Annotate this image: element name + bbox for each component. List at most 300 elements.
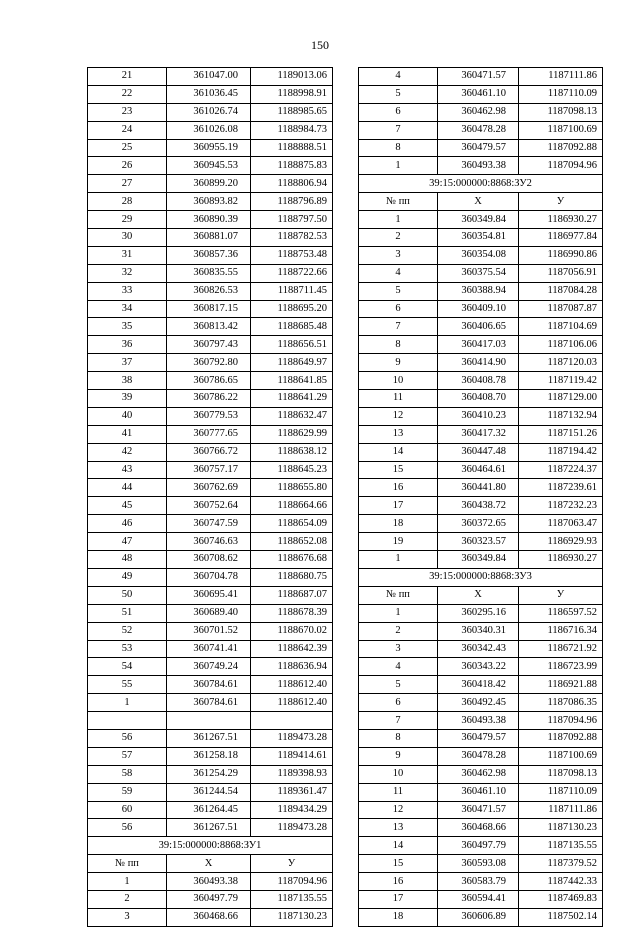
y-coordinate: 1188680.75 bbox=[251, 568, 333, 586]
point-number: 13 bbox=[359, 425, 438, 443]
y-coordinate: 1189013.06 bbox=[251, 68, 333, 86]
x-coordinate: 360695.41 bbox=[167, 586, 251, 604]
point-number: 38 bbox=[88, 372, 167, 390]
table-row bbox=[359, 246, 603, 264]
y-coordinate: 1186930.27 bbox=[519, 551, 603, 569]
table-row bbox=[359, 354, 603, 372]
y-coordinate: 1188656.51 bbox=[251, 336, 333, 354]
y-coordinate: 1188782.53 bbox=[251, 229, 333, 247]
x-coordinate: 360704.78 bbox=[167, 568, 251, 586]
table-row bbox=[359, 372, 603, 390]
x-coordinate: 360461.10 bbox=[438, 783, 519, 801]
y-coordinate: 1186977.84 bbox=[519, 229, 603, 247]
y-coordinate: 1188685.48 bbox=[251, 318, 333, 336]
y-coordinate: 1187092.88 bbox=[519, 139, 603, 157]
table-row bbox=[359, 443, 603, 461]
y-coordinate: 1188678.39 bbox=[251, 604, 333, 622]
point-number: 36 bbox=[88, 336, 167, 354]
table-row bbox=[88, 461, 333, 479]
point-number: 10 bbox=[359, 765, 438, 783]
point-number: 30 bbox=[88, 229, 167, 247]
point-number: 4 bbox=[359, 658, 438, 676]
y-coordinate: 1186921.88 bbox=[519, 676, 603, 694]
y-coordinate: 1187135.55 bbox=[519, 837, 603, 855]
table-row bbox=[88, 68, 333, 86]
point-number: 19 bbox=[359, 533, 438, 551]
x-coordinate: 360593.08 bbox=[438, 855, 519, 873]
point-number: 39 bbox=[88, 390, 167, 408]
table-row bbox=[359, 747, 603, 765]
coordinates-table-right bbox=[358, 67, 603, 927]
y-coordinate: 1187469.83 bbox=[519, 890, 603, 908]
section-title-row bbox=[359, 568, 603, 586]
x-coordinate: 361264.45 bbox=[167, 801, 251, 819]
x-coordinate: 360752.64 bbox=[167, 497, 251, 515]
x-coordinate: 360343.22 bbox=[438, 658, 519, 676]
x-coordinate: 360497.79 bbox=[438, 837, 519, 855]
table-row bbox=[88, 85, 333, 103]
table-row bbox=[359, 533, 603, 551]
table-row bbox=[359, 783, 603, 801]
x-coordinate: 360323.57 bbox=[438, 533, 519, 551]
y-coordinate: 1186930.27 bbox=[519, 211, 603, 229]
x-coordinate: 360708.62 bbox=[167, 551, 251, 569]
point-number: 28 bbox=[88, 193, 167, 211]
point-number: 32 bbox=[88, 264, 167, 282]
x-coordinate: 361244.54 bbox=[167, 783, 251, 801]
y-coordinate: 1188722.66 bbox=[251, 264, 333, 282]
x-coordinate: 360479.57 bbox=[438, 729, 519, 747]
table-row bbox=[359, 157, 603, 175]
y-coordinate: 1188664.66 bbox=[251, 497, 333, 515]
table-row bbox=[88, 103, 333, 121]
x-coordinate: 360354.81 bbox=[438, 229, 519, 247]
x-coordinate: 360890.39 bbox=[167, 211, 251, 229]
point-number: 1 bbox=[359, 157, 438, 175]
table-row bbox=[359, 765, 603, 783]
point-number: 34 bbox=[88, 300, 167, 318]
point-number: 56 bbox=[88, 819, 167, 837]
table-row bbox=[88, 282, 333, 300]
point-number: 1 bbox=[359, 551, 438, 569]
point-number: 33 bbox=[88, 282, 167, 300]
x-coordinate: 360784.61 bbox=[167, 694, 251, 712]
point-number: 6 bbox=[359, 694, 438, 712]
x-coordinate: 361036.45 bbox=[167, 85, 251, 103]
x-coordinate: 360408.78 bbox=[438, 372, 519, 390]
point-number: 49 bbox=[88, 568, 167, 586]
y-coordinate: 1188796.89 bbox=[251, 193, 333, 211]
y-coordinate: 1186990.86 bbox=[519, 246, 603, 264]
point-number: 43 bbox=[88, 461, 167, 479]
point-number: 56 bbox=[88, 729, 167, 747]
x-coordinate: 360881.07 bbox=[167, 229, 251, 247]
point-number: 18 bbox=[359, 908, 438, 926]
x-coordinate: 360689.40 bbox=[167, 604, 251, 622]
point-number: 8 bbox=[359, 729, 438, 747]
point-number: 14 bbox=[359, 837, 438, 855]
table-row bbox=[88, 318, 333, 336]
table-row bbox=[88, 354, 333, 372]
table-row bbox=[359, 282, 603, 300]
point-number: 6 bbox=[359, 103, 438, 121]
point-number: 16 bbox=[359, 873, 438, 891]
point-number: 4 bbox=[359, 264, 438, 282]
x-coordinate: 360438.72 bbox=[438, 497, 519, 515]
table-row bbox=[359, 855, 603, 873]
point-number: 3 bbox=[88, 908, 167, 926]
point-number: 16 bbox=[359, 479, 438, 497]
point-number: 14 bbox=[359, 443, 438, 461]
x-coordinate: 360417.03 bbox=[438, 336, 519, 354]
y-coordinate: 1187502.14 bbox=[519, 908, 603, 926]
point-number: 9 bbox=[359, 747, 438, 765]
y-coordinate: 1187111.86 bbox=[519, 68, 603, 86]
x-coordinate: 360468.66 bbox=[438, 819, 519, 837]
section-title-row bbox=[88, 837, 333, 855]
point-number: 15 bbox=[359, 855, 438, 873]
table-row bbox=[88, 908, 333, 926]
x-coordinate: 361258.18 bbox=[167, 747, 251, 765]
x-coordinate: 360354.08 bbox=[438, 246, 519, 264]
table-row bbox=[88, 497, 333, 515]
y-coordinate: 1188888.51 bbox=[251, 139, 333, 157]
point-number: 15 bbox=[359, 461, 438, 479]
y-coordinate: 1187130.23 bbox=[519, 819, 603, 837]
table-row bbox=[359, 68, 603, 86]
point-number: 50 bbox=[88, 586, 167, 604]
table-row bbox=[88, 139, 333, 157]
table-row bbox=[359, 712, 603, 730]
point-number: 18 bbox=[359, 515, 438, 533]
table-header-row bbox=[359, 586, 603, 604]
x-coordinate: 360826.53 bbox=[167, 282, 251, 300]
point-number: 27 bbox=[88, 175, 167, 193]
point-number: 21 bbox=[88, 68, 167, 86]
y-coordinate: 1188984.73 bbox=[251, 121, 333, 139]
table-row bbox=[359, 461, 603, 479]
x-coordinate: 360418.42 bbox=[438, 676, 519, 694]
point-number: 7 bbox=[359, 121, 438, 139]
section-title: 39:15:000000:8868:ЗУ3 bbox=[359, 568, 603, 586]
y-coordinate: 1187094.96 bbox=[519, 712, 603, 730]
y-coordinate: 1188641.29 bbox=[251, 390, 333, 408]
table-row bbox=[88, 407, 333, 425]
table-row bbox=[359, 676, 603, 694]
x-coordinate: 360478.28 bbox=[438, 747, 519, 765]
table-row bbox=[359, 318, 603, 336]
x-coordinate: 360945.53 bbox=[167, 157, 251, 175]
table-row bbox=[359, 425, 603, 443]
y-coordinate: 1188676.68 bbox=[251, 551, 333, 569]
table-header-row bbox=[359, 193, 603, 211]
table-row bbox=[88, 568, 333, 586]
page-number: 150 bbox=[311, 38, 329, 52]
x-coordinate: 360955.19 bbox=[167, 139, 251, 157]
table-row bbox=[88, 694, 333, 712]
x-coordinate: 360893.82 bbox=[167, 193, 251, 211]
x-coordinate: 360464.61 bbox=[438, 461, 519, 479]
point-number: 5 bbox=[359, 85, 438, 103]
x-coordinate: 361047.00 bbox=[167, 68, 251, 86]
y-coordinate: 1188652.08 bbox=[251, 533, 333, 551]
y-coordinate: 1187098.13 bbox=[519, 103, 603, 121]
table-row bbox=[359, 890, 603, 908]
table-row bbox=[359, 85, 603, 103]
y-coordinate: 1187239.61 bbox=[519, 479, 603, 497]
y-coordinate: 1188641.85 bbox=[251, 372, 333, 390]
point-number: 7 bbox=[359, 712, 438, 730]
table-row bbox=[88, 246, 333, 264]
y-coordinate: 1189361.47 bbox=[251, 783, 333, 801]
x-coordinate: 361267.51 bbox=[167, 729, 251, 747]
y-coordinate: 1187224.37 bbox=[519, 461, 603, 479]
point-number: 5 bbox=[359, 676, 438, 694]
x-coordinate: 360471.57 bbox=[438, 68, 519, 86]
table-row bbox=[88, 264, 333, 282]
y-coordinate: 1188629.99 bbox=[251, 425, 333, 443]
x-coordinate: X bbox=[438, 586, 519, 604]
y-coordinate: 1187104.69 bbox=[519, 318, 603, 336]
point-number: № пп bbox=[359, 586, 438, 604]
x-coordinate: 360441.80 bbox=[438, 479, 519, 497]
point-number: 60 bbox=[88, 801, 167, 819]
point-number: 12 bbox=[359, 407, 438, 425]
table-row bbox=[88, 515, 333, 533]
x-coordinate: 360784.61 bbox=[167, 676, 251, 694]
table-row bbox=[88, 390, 333, 408]
x-coordinate: 360857.36 bbox=[167, 246, 251, 264]
table-row bbox=[359, 264, 603, 282]
y-coordinate: 1186597.52 bbox=[519, 604, 603, 622]
y-coordinate: 1188638.12 bbox=[251, 443, 333, 461]
point-number: 3 bbox=[359, 640, 438, 658]
point-number: 5 bbox=[359, 282, 438, 300]
x-coordinate: 360786.22 bbox=[167, 390, 251, 408]
y-coordinate: 1188806.94 bbox=[251, 175, 333, 193]
x-coordinate: 360583.79 bbox=[438, 873, 519, 891]
point-number: 37 bbox=[88, 354, 167, 372]
point-number: 45 bbox=[88, 497, 167, 515]
y-coordinate: 1189414.61 bbox=[251, 747, 333, 765]
x-coordinate: 360786.65 bbox=[167, 372, 251, 390]
point-number: 6 bbox=[359, 300, 438, 318]
table-row bbox=[359, 139, 603, 157]
point-number: 17 bbox=[359, 890, 438, 908]
table-row bbox=[359, 622, 603, 640]
point-number: 7 bbox=[359, 318, 438, 336]
table-row bbox=[88, 229, 333, 247]
table-row bbox=[359, 694, 603, 712]
y-coordinate: 1187063.47 bbox=[519, 515, 603, 533]
y-coordinate: 1187442.33 bbox=[519, 873, 603, 891]
point-number: 13 bbox=[359, 819, 438, 837]
table-row bbox=[88, 157, 333, 175]
y-coordinate: У bbox=[251, 855, 333, 873]
x-coordinate: 360409.10 bbox=[438, 300, 519, 318]
point-number: № пп bbox=[359, 193, 438, 211]
table-row bbox=[88, 604, 333, 622]
point-number: 1 bbox=[88, 694, 167, 712]
x-coordinate: 360817.15 bbox=[167, 300, 251, 318]
y-coordinate: 1186929.93 bbox=[519, 533, 603, 551]
x-coordinate: 360777.65 bbox=[167, 425, 251, 443]
x-coordinate: 360388.94 bbox=[438, 282, 519, 300]
y-coordinate: 1188654.09 bbox=[251, 515, 333, 533]
x-coordinate: 361267.51 bbox=[167, 819, 251, 837]
table-row bbox=[88, 747, 333, 765]
table-row bbox=[88, 765, 333, 783]
table-row bbox=[359, 229, 603, 247]
point-number: 9 bbox=[359, 354, 438, 372]
y-coordinate: 1188632.47 bbox=[251, 407, 333, 425]
y-coordinate: 1188649.97 bbox=[251, 354, 333, 372]
y-coordinate: 1188711.45 bbox=[251, 282, 333, 300]
table-row bbox=[88, 586, 333, 604]
point-number: 26 bbox=[88, 157, 167, 175]
table-row bbox=[88, 336, 333, 354]
y-coordinate: 1187194.42 bbox=[519, 443, 603, 461]
table-row bbox=[88, 211, 333, 229]
y-coordinate: 1187086.35 bbox=[519, 694, 603, 712]
x-coordinate: 360497.79 bbox=[167, 890, 251, 908]
x-coordinate: 360746.63 bbox=[167, 533, 251, 551]
y-coordinate: 1187110.09 bbox=[519, 783, 603, 801]
y-coordinate: 1186716.34 bbox=[519, 622, 603, 640]
y-coordinate: 1187111.86 bbox=[519, 801, 603, 819]
section-title-row bbox=[359, 175, 603, 193]
table-row bbox=[88, 193, 333, 211]
x-coordinate: 360342.43 bbox=[438, 640, 519, 658]
point-number: 23 bbox=[88, 103, 167, 121]
point-number: 2 bbox=[88, 890, 167, 908]
y-coordinate: 1187119.42 bbox=[519, 372, 603, 390]
point-number: 10 bbox=[359, 372, 438, 390]
table-row bbox=[359, 300, 603, 318]
section-title: 39:15:000000:8868:ЗУ2 bbox=[359, 175, 603, 193]
y-coordinate: 1187132.94 bbox=[519, 407, 603, 425]
table-row bbox=[88, 372, 333, 390]
x-coordinate: 360478.28 bbox=[438, 121, 519, 139]
x-coordinate: 360295.16 bbox=[438, 604, 519, 622]
x-coordinate: 360594.41 bbox=[438, 890, 519, 908]
y-coordinate: 1188636.94 bbox=[251, 658, 333, 676]
x-coordinate: 360747.59 bbox=[167, 515, 251, 533]
point-number: 48 bbox=[88, 551, 167, 569]
y-coordinate: 1187098.13 bbox=[519, 765, 603, 783]
y-coordinate: 1186721.92 bbox=[519, 640, 603, 658]
x-coordinate: 361026.74 bbox=[167, 103, 251, 121]
y-coordinate: 1187232.23 bbox=[519, 497, 603, 515]
table-row bbox=[359, 336, 603, 354]
y-coordinate: 1187379.52 bbox=[519, 855, 603, 873]
y-coordinate: 1187129.00 bbox=[519, 390, 603, 408]
point-number: 1 bbox=[359, 604, 438, 622]
point-number: 2 bbox=[359, 229, 438, 247]
y-coordinate: 1187130.23 bbox=[251, 908, 333, 926]
x-coordinate: 360372.65 bbox=[438, 515, 519, 533]
x-coordinate: X bbox=[438, 193, 519, 211]
point-number: 46 bbox=[88, 515, 167, 533]
x-coordinate: 360493.38 bbox=[438, 712, 519, 730]
y-coordinate: 1188645.23 bbox=[251, 461, 333, 479]
y-coordinate: У bbox=[519, 193, 603, 211]
point-number: 17 bbox=[359, 497, 438, 515]
table-row bbox=[88, 783, 333, 801]
point-number: 8 bbox=[359, 336, 438, 354]
point-number: 58 bbox=[88, 765, 167, 783]
x-coordinate: 360792.80 bbox=[167, 354, 251, 372]
y-coordinate: 1187100.69 bbox=[519, 121, 603, 139]
table-row bbox=[359, 497, 603, 515]
point-number: 42 bbox=[88, 443, 167, 461]
point-number: 47 bbox=[88, 533, 167, 551]
x-coordinate: 360417.32 bbox=[438, 425, 519, 443]
y-coordinate: 1187110.09 bbox=[519, 85, 603, 103]
y-coordinate: 1189398.93 bbox=[251, 765, 333, 783]
table-row bbox=[88, 729, 333, 747]
table-row bbox=[359, 479, 603, 497]
x-coordinate: 360757.17 bbox=[167, 461, 251, 479]
x-coordinate: 360493.38 bbox=[438, 157, 519, 175]
y-coordinate: 1187106.06 bbox=[519, 336, 603, 354]
point-number: 40 bbox=[88, 407, 167, 425]
y-coordinate: 1188670.02 bbox=[251, 622, 333, 640]
point-number: 35 bbox=[88, 318, 167, 336]
point-number: 24 bbox=[88, 121, 167, 139]
point-number: 53 bbox=[88, 640, 167, 658]
y-coordinate: 1187100.69 bbox=[519, 747, 603, 765]
point-number: 29 bbox=[88, 211, 167, 229]
table-row bbox=[359, 121, 603, 139]
x-coordinate bbox=[167, 712, 251, 730]
table-row bbox=[359, 407, 603, 425]
point-number: 2 bbox=[359, 622, 438, 640]
point-number: 55 bbox=[88, 676, 167, 694]
y-coordinate: 1188875.83 bbox=[251, 157, 333, 175]
table-row bbox=[359, 515, 603, 533]
table-row bbox=[88, 676, 333, 694]
y-coordinate: 1189473.28 bbox=[251, 729, 333, 747]
table-row bbox=[359, 873, 603, 891]
point-number: 41 bbox=[88, 425, 167, 443]
x-coordinate: 360408.70 bbox=[438, 390, 519, 408]
x-coordinate: X bbox=[167, 855, 251, 873]
table-row bbox=[88, 873, 333, 891]
x-coordinate: 360414.90 bbox=[438, 354, 519, 372]
y-coordinate: 1187087.87 bbox=[519, 300, 603, 318]
x-coordinate: 360606.89 bbox=[438, 908, 519, 926]
table-row bbox=[88, 622, 333, 640]
x-coordinate: 360492.45 bbox=[438, 694, 519, 712]
table-row bbox=[359, 837, 603, 855]
x-coordinate: 360410.23 bbox=[438, 407, 519, 425]
x-coordinate: 360349.84 bbox=[438, 551, 519, 569]
y-coordinate: 1188612.40 bbox=[251, 694, 333, 712]
table-row bbox=[88, 121, 333, 139]
table-row bbox=[88, 479, 333, 497]
x-coordinate: 361026.08 bbox=[167, 121, 251, 139]
table-row bbox=[88, 443, 333, 461]
x-coordinate: 360899.20 bbox=[167, 175, 251, 193]
point-number: 51 bbox=[88, 604, 167, 622]
y-coordinate bbox=[251, 712, 333, 730]
point-number: 25 bbox=[88, 139, 167, 157]
table-row bbox=[88, 801, 333, 819]
x-coordinate: 360762.69 bbox=[167, 479, 251, 497]
y-coordinate: 1189473.28 bbox=[251, 819, 333, 837]
table-row bbox=[88, 533, 333, 551]
